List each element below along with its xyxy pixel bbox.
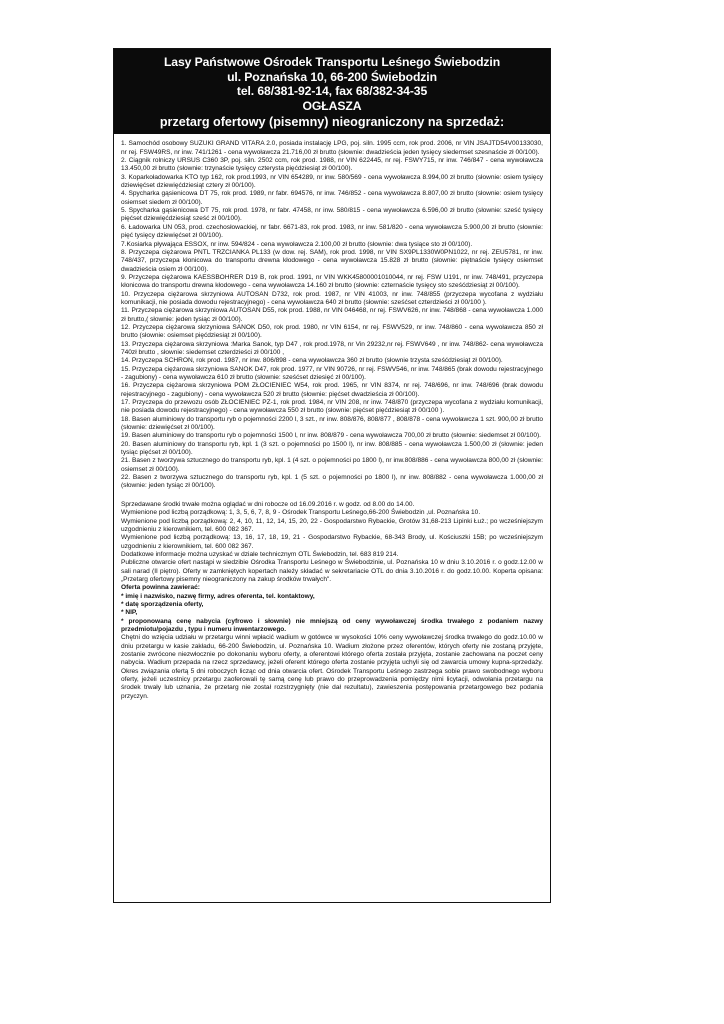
list-item: 16. Przyczepa ciężarowa skrzyniowa POM ZŁOCIENIEC W54, rok prod. 1965, nr VIN 8374, nr rej. 748/696, nr inw. 748/696 (brak dowodu rejestracyjnego - zagubiony) - cena wywoławcza 520 zł brutto (słownie: pięćset dwadzieścia zł 00/100). xyxy=(121,382,543,398)
location-grotow: Wymienione pod liczbą porządkową: 2, 4, 10, 11, 12, 14, 15, 20, 22 - Gospodarstwo Rybackie, Grotów 31,68-213 Lipinki Łuż.; po wcześniejszym uzgodnieniu z kierownikiem, tel. 600 082 367. xyxy=(121,517,543,533)
viewing-info: Sprzedawane środki trwałe można oglądać w dni robocze od 16.09.2016 r. w godz. od 8.00 do 14.00. xyxy=(121,500,415,508)
list-item: 8. Przyczepa ciężarowa PNTL TRZCIANKA PL133 (w dow. rej. SAM), rok prod. 1998, nr VIN SX9PL1330W0PN1022, nr rej. ZEU5781, nr inw. 748/437, przyczepa kłonicowa do transportu drewna kłodowego - cena wywoławcza 15.828 zł brutto (słownie: piętnaście tysięcy osiemset dwadzieścia osiem zł 00/100). xyxy=(121,248,543,273)
list-item: 19. Basen aluminiowy do transportu ryb o pojemności 1500 l, nr inw. 808/879 - cena wywoławcza 700,00 zł brutto (słownie: siedemset zł 00/100). xyxy=(121,432,541,440)
list-item: 1. Samochód osobowy SUZUKI GRAND VITARA 2.0, posiada instalację LPG, poj. siln. 1995 ccm, rok prod. 2006, nr VIN JSAJTD54V00133030, nr rej. FSW49RS, nr inw. 741/1261 - cena wywoławcza 21.716,00 zł brutto (słownie: dwadzieścia jeden tysięcy siedemset szesnaście zł 00/100). xyxy=(121,140,543,156)
list-item: 14. Przyczepa SCHRON, rok prod. 1987, nr inw. 806/898 - cena wywoławcza 360 zł brutto (słownie trzysta sześćdziesiąt zł 00/100). xyxy=(121,357,503,365)
deposit-terms: Chętni do wzięcia udziału w przetargu winni wpłacić wadium w gotówce w wysokości 10% ceny wywoławczej środka trwałego do godz.10.00 w dniu przetargu w kasie zakładu, 66-200 Świebodzin, ul. Poznańska 10. Wadium złożone przez oferentów, których oferty nie zostaną przyjęte, zostanie zwrócone niezwłocznie po dokonaniu wyboru oferty, a oferentowi którego oferta została przyjęta, zostanie zachowana na poczet ceny nabycia. Wadium przepada na rzecz sprzedawcy, jeżeli oferent którego oferta zostanie przyjęta uchyli się od zawarcia umowy kupna-sprzedaży. Okres związania ofertą 5 dni roboczych licząc od dnia otwarcia ofert. Ośrodek Transportu Leśnego zastrzega sobie prawo swobodnego wyboru oferty, jeżeli uczestnicy przetargu zaoferowali tę samą cenę lub prawo do przeprowadzenia pomiędzy nimi licytacji, odwołania przetargu na środek trwały lub uznania, że przetarg nie został rozstrzygnięty (nie dał rezultatu), zawieszenia postępowania przetargowego bez podania przyczyn. xyxy=(121,634,543,700)
list-item: 10. Przyczepa ciężarowa skrzyniowa AUTOSAN D732, rok prod. 1987, nr VIN 41003, nr inw. 748/855 (przyczepa wycofana z wydziału komunikacji, nie posiada dowodu rejestracyjnego) - cena wywoławcza 640 zł brutto (słownie: sześćset czterdzieści zł 00/100 ). xyxy=(121,290,543,306)
section-spacer xyxy=(121,491,543,501)
list-item: 7.Kosiarka pływająca ESSOX, nr inw. 594/824 - cena wywoławcza 2.100,00 zł brutto (słownie: dwa tysiące sto zł 00/100). xyxy=(121,240,473,248)
list-item: 15. Przyczepa ciężarowa skrzyniowa SANOK D47, rok prod. 1977, nr VIN 90726, nr rej. FSWV546, nr inw. 748/865 (brak dowodu rejestracyjnego - zagubiony) - cena wywoławcza 610 zł brutto (słownie: sześćset dziesięć zł 00/100). xyxy=(121,365,543,381)
list-item: 5. Spycharka gąsienicowa DT 75, rok prod. 1978, nr fabr. 47458, nr inw. 580/815 - cena wywoławcza 6.596,00 zł brutto (słownie: sześć tysięcy pięćset dziewięćdziesiąt sześć zł 00/100). xyxy=(121,207,543,223)
offer-requirement: * imię i nazwisko, nazwę firmy, adres oferenta, tel. kontaktowy, xyxy=(121,592,315,600)
offer-requirement: * proponowaną cenę nabycia (cyfrowo i słownie) nie mniejszą od ceny wywoławczej środka trwałego z podaniem nazwy przedmiotu/pojazdu , typu i numeru inwentarzowego. xyxy=(121,617,543,633)
list-item: 12. Przyczepa ciężarowa skrzyniowa SANOK D50, rok prod. 1980, nr VIN 6154, nr rej. FSWV529, nr inw. 748/860 - cena wywoławcza 850 zł brutto (słownie: osiemset pięćdziesiąt zł 00/100). xyxy=(121,323,543,340)
list-item: 20. Basen aluminiowy do transportu ryb, kpl. 1 (3 szt. o pojemności po 1500 l), nr inw. 808/885 - cena wywoławcza 1.500,00 zł (słownie: jeden tysiąc pięćset zł 00/100). xyxy=(121,440,543,457)
notice-header xyxy=(114,49,550,134)
items-list xyxy=(121,140,543,490)
contact-info: Dodatkowe informacje można uzyskać w dziale technicznym OTL Świebodzin, tel. 683 819 214. xyxy=(121,550,399,558)
list-item: 13. Przyczepa ciężarowa skrzyniowa :Marka Sanok, typ D47 , rok prod.1978, nr Vin 29232,nr rej. FSWV649 , nr inw. 748/862- cena wywoławcza 740zł brutto , słownie: siedemset czterdzieści zł 00/100 , xyxy=(121,340,543,356)
list-item: 3. Koparkoładowarka KTO typ 162, rok prod.1993, nr VIN 654289, nr inw. 580/569 - cena wywoławcza 8.994,00 zł brutto (słownie: osiem tysięcy dziewięćset dziewięćdziesiąt cztery zł 00/100). xyxy=(121,173,543,190)
location-brody: Wymienione pod liczbą porządkową: 13, 16, 17, 18, 19, 21 - Gospodarstwo Rybackie, 68-343 Brody, ul. Kościuszki 15B; po wcześniejszym uzgodnieniu z kierownikiem, tel. 600 082 367. xyxy=(121,534,543,550)
list-item: 9. Przyczepa ciężarowa KAESSBOHRER D19 B, rok prod. 1991, nr VIN WKK45800001010044, nr rej. FSW U191, nr inw. 748/491, przyczepa kłonicowa do transportu drewna kłodowego - cena wywoławcza 14.160 zł brutto (słownie: czternaście tysięcy sto sześćdziesiąt zł 00/100). xyxy=(121,273,543,290)
notice-subtitle: przetarg ofertowy (pisemny) nieograniczony na sprzedaż: xyxy=(159,115,505,130)
list-item: 17. Przyczepa do przewozu osób ZŁOCIENIEC PZ-1, rok prod. 1984, nr VIN 208, nr inw. 748/870 (przyczepa wycofana z wydziału komunikacji, nie posiada dowodu rejestracyjnego) - cena wywoławcza 550 zł brutto (słownie: pięćset pięćdziesiąt zł 00/100 ). xyxy=(121,399,543,415)
list-item: 6. Ładowarka UN 053, prod. czechosłowackiej, nr fabr. 6671-83, rok prod. 1983, nr inw. 581/820 - cena wywoławcza 5.900,00 zł brutto (słownie: pięć tysięcy dziewięćset zł 00/100). xyxy=(121,223,543,240)
list-item: 2. Ciągnik rolniczy URSUS C360 3P, poj. siln. 2502 ccm, rok prod. 1988, nr VIN 622445, nr rej. FSWY715, nr inw. 746/847 - cena wywoławcza 13.450,00 zł brutto (słownie: trzynaście tysięcy czterysta pięćdziesiąt zł 00/100). xyxy=(121,157,543,173)
tender-notice xyxy=(113,48,551,903)
list-item: 21. Basen z tworzywa sztucznego do transportu ryb, kpl. 1 (4 szt. o pojemności po 1800 l), nr inw.808/886 - cena wywoławcza 800,00 zł (słownie: osiemset zł 00/100). xyxy=(121,457,543,473)
sale-details xyxy=(121,501,543,701)
list-item: 22. Basen z tworzywa sztucznego do transportu ryb, kpl. 1 (5 szt. o pojemności po 1800 l), nr inw. 808/882 - cena wywoławcza 1.000,00 zł (słownie: jeden tysiąc zł 00/100). xyxy=(121,474,543,490)
opening-info: Publiczne otwarcie ofert nastąpi w siedzibie Ośrodka Transportu Leśnego w Świebodzinie, ul. Poznańska 10 w dniu 3.10.2016 r. o godz.12.00 w sali narad (II piętro). Oferty w zamkniętych kopertach należy składać w sekretariacie OTL do dnia 3.10.2016 r. do godz.10.00. Koperta opisana: „Przetarg ofertowy pisemny nieograniczony na zakup środków trwałych". xyxy=(121,559,543,583)
list-item: 18. Basen aluminiowy do transportu ryb o pojemności 2200 l, 3 szt., nr inw. 808/876, 808/877 , 808/878 - cena wywoławcza 1 szt. 900,00 zł brutto (słownie: dziewięćset zł 00/100). xyxy=(121,415,543,432)
list-item: 11. Przyczepa ciężarowa skrzyniowa AUTOSAN D55, rok prod. 1988, nr VIN 046468, nr rej. FSWV626, nr inw. 748/868 - cena wywoławcza 1.000 zł brutto,( słownie: jeden tysiąc zł 00/100). xyxy=(121,307,543,323)
offer-requirement: * NIP, xyxy=(121,609,138,617)
offer-heading: Oferta powinna zawierać: xyxy=(121,584,200,592)
location-otl: Wymienione pod liczbą porządkową: 1, 3, 5, 6, 7, 8, 9 - Ośrodek Transportu Leśnego,66-200 Świebodzin ,ul. Poznańska 10. xyxy=(121,509,481,517)
issuer-phone-fax: tel. 68/381-92-14, fax 68/382-34-35 xyxy=(236,84,428,99)
offer-requirement: * datę sporządzenia oferty, xyxy=(121,600,204,608)
list-item: 4. Spycharka gąsienicowa DT 75, rok prod. 1989, nr fabr. 694576, nr inw. 746/852 - cena wywoławcza 8.807,00 zł brutto (słownie: osiem tysięcy osiemset siedem zł 00/100). xyxy=(121,190,543,206)
notice-body xyxy=(114,134,550,705)
issuer-address: ul. Poznańska 10, 66-200 Świebodzin xyxy=(227,69,437,84)
issuer-name: Lasy Państwowe Ośrodek Transportu Leśnego Świebodzin xyxy=(163,55,501,69)
announcement-word: OGŁASZA xyxy=(302,98,362,113)
